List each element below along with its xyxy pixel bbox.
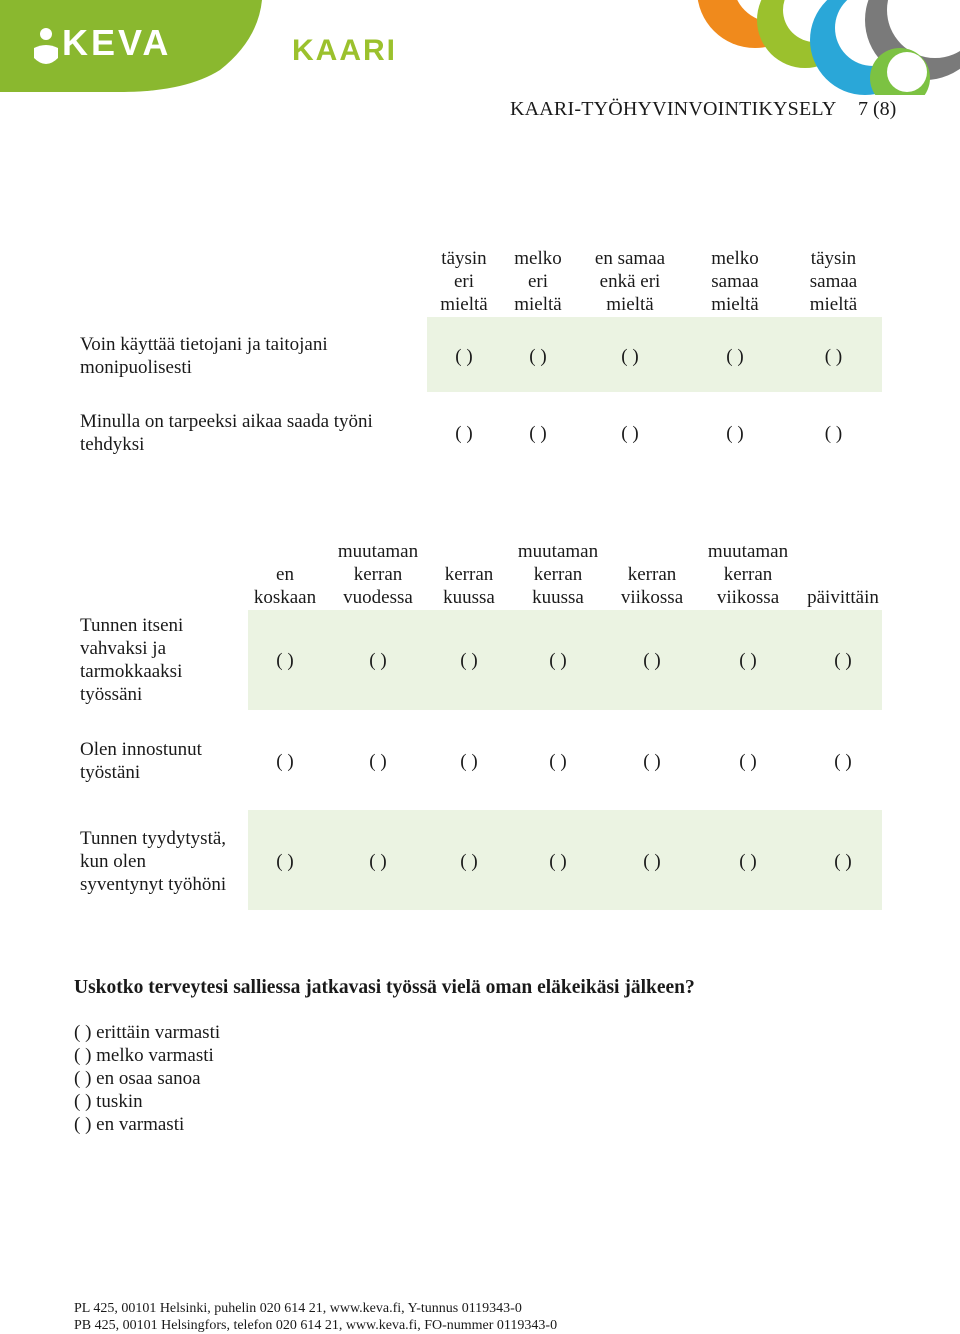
radio-freq-r3-c6[interactable]: ( ) xyxy=(739,851,757,872)
page-footer xyxy=(74,1300,557,1334)
freq-col-header-6: muutaman kerran viikossa xyxy=(707,541,789,608)
radio-agree-r2-c1[interactable]: ( ) xyxy=(455,423,473,444)
agree-col-header-3: en samaa enkä eri mieltä xyxy=(594,248,666,315)
radio-freq-r3-c5[interactable]: ( ) xyxy=(643,851,661,872)
radio-freq-r2-c7[interactable]: ( ) xyxy=(834,751,852,772)
document-title: KAARI-TYÖHYVINVOINTIKYSELY xyxy=(510,98,837,120)
radio-freq-r1-c6[interactable]: ( ) xyxy=(739,650,757,671)
agree-col-header-1: täysin eri mieltä xyxy=(440,248,488,315)
freq-col-header-4: muutaman kerran kuussa xyxy=(517,541,599,608)
radio-freq-r1-c5[interactable]: ( ) xyxy=(643,650,661,671)
retirement-option-1[interactable]: ( ) erittäin varmasti xyxy=(74,1022,221,1043)
page-number: 7 (8) xyxy=(858,98,897,120)
freq-col-header-7: päivittäin xyxy=(807,587,879,608)
freq-row-3-label: Tunnen tyydytystä, kun olen syventynyt työhöni xyxy=(80,828,227,895)
radio-freq-r2-c1[interactable]: ( ) xyxy=(276,751,294,772)
retirement-option-3[interactable]: ( ) en osaa sanoa xyxy=(74,1068,201,1089)
radio-freq-r3-c7[interactable]: ( ) xyxy=(834,851,852,872)
kaari-logo-text: KAARI xyxy=(292,34,397,67)
radio-agree-r2-c2[interactable]: ( ) xyxy=(529,423,547,444)
radio-freq-r3-c3[interactable]: ( ) xyxy=(460,851,478,872)
freq-col-header-3: kerran kuussa xyxy=(443,564,495,608)
agree-col-header-2: melko eri mieltä xyxy=(514,248,562,315)
radio-freq-r2-c3[interactable]: ( ) xyxy=(460,751,478,772)
freq-row-1-label: Tunnen itseni vahvaksi ja tarmokkaaksi työssäni xyxy=(80,615,184,705)
radio-agree-r1-c2[interactable]: ( ) xyxy=(529,346,547,367)
retirement-option-5[interactable]: ( ) en varmasti xyxy=(74,1114,185,1135)
radio-freq-r3-c1[interactable]: ( ) xyxy=(276,851,294,872)
radio-agree-r1-c1[interactable]: ( ) xyxy=(455,346,473,367)
radio-freq-r1-c1[interactable]: ( ) xyxy=(276,650,294,671)
freq-col-header-2: muutaman kerran vuodessa xyxy=(337,541,419,608)
radio-agree-r1-c5[interactable]: ( ) xyxy=(824,346,843,367)
retirement-question: Uskotko terveytesi salliessa jatkavasi työssä vielä oman eläkeikäsi jälkeen? xyxy=(74,977,695,998)
footer-line-fi: PL 425, 00101 Helsinki, puhelin 020 614 21, www.keva.fi, Y-tunnus 0119343-0 xyxy=(74,1301,522,1316)
radio-agree-r2-c4[interactable]: ( ) xyxy=(726,423,744,444)
retirement-options xyxy=(74,1021,220,1136)
footer-line-sv: PB 425, 00101 Helsingfors, telefon 020 614 21, www.keva.fi, FO-nummer 0119343-0 xyxy=(74,1318,558,1333)
agree-col-header-4: melko samaa mieltä xyxy=(711,248,759,315)
agree-col-header-5: täysin samaa mieltä xyxy=(809,248,858,315)
freq-row-2-label: Olen innostunut työstäni xyxy=(80,739,202,783)
freq-col-header-1: en koskaan xyxy=(253,564,317,608)
radio-freq-r1-c2[interactable]: ( ) xyxy=(369,650,387,671)
freq-col-header-5: kerran viikossa xyxy=(620,564,684,608)
radio-agree-r2-c5[interactable]: ( ) xyxy=(824,423,843,444)
radio-freq-r1-c7[interactable]: ( ) xyxy=(834,650,852,671)
radio-freq-r2-c5[interactable]: ( ) xyxy=(643,751,661,772)
retirement-option-2[interactable]: ( ) melko varmasti xyxy=(74,1045,214,1066)
agree-row-2-label: Minulla on tarpeeksi aikaa saada työni tehdyksi xyxy=(80,411,373,455)
radio-freq-r3-c2[interactable]: ( ) xyxy=(369,851,387,872)
retirement-option-4[interactable]: ( ) tuskin xyxy=(74,1091,143,1112)
radio-agree-r1-c4[interactable]: ( ) xyxy=(726,346,744,367)
radio-freq-r2-c4[interactable]: ( ) xyxy=(549,751,567,772)
agree-row-1-label: Voin käyttää tietojani ja taitojani monipuolisesti xyxy=(80,334,328,378)
decorative-arcs-logo xyxy=(695,0,960,95)
radio-freq-r3-c4[interactable]: ( ) xyxy=(549,851,567,872)
radio-agree-r1-c3[interactable]: ( ) xyxy=(621,346,639,367)
radio-freq-r1-c3[interactable]: ( ) xyxy=(460,650,478,671)
radio-freq-r2-c2[interactable]: ( ) xyxy=(369,751,387,772)
radio-freq-r1-c4[interactable]: ( ) xyxy=(549,650,567,671)
keva-logo-text: KEVA xyxy=(62,22,172,63)
radio-freq-r2-c6[interactable]: ( ) xyxy=(739,751,757,772)
radio-agree-r2-c3[interactable]: ( ) xyxy=(621,423,639,444)
